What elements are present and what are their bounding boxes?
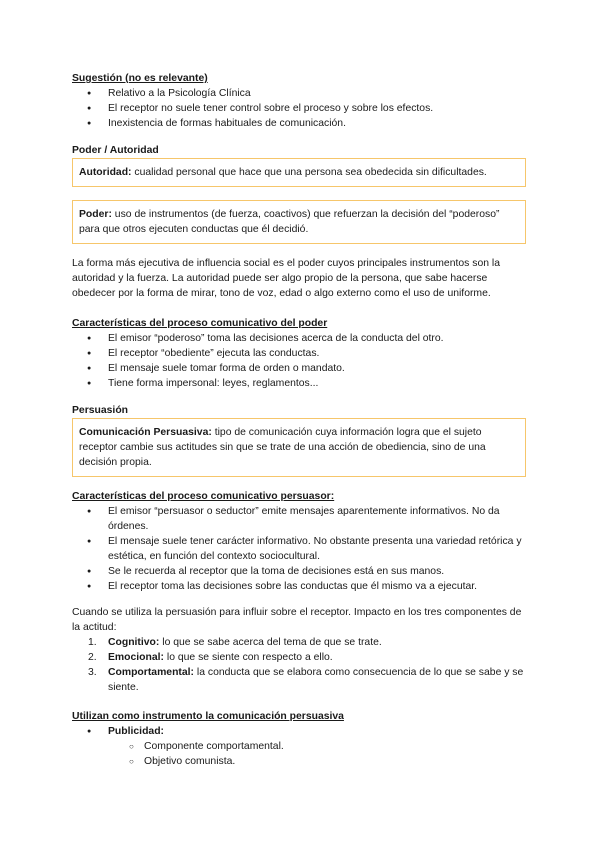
list-item: ● Se le recuerda al receptor que la toma de decisiones está en sus manos.	[72, 564, 528, 579]
instrumento-title: Utilizan como instrumento la comunicación persuasiva	[72, 711, 344, 722]
comportamental-text: la conducta que se elabora como consecuencia de lo que se sabe y se siente.	[108, 667, 524, 693]
publicidad-label: Publicidad:	[108, 726, 164, 737]
persuasion-title: Persuasión	[72, 405, 129, 416]
sugestion-title: Sugestión (no es relevante)	[72, 73, 208, 84]
instrumento-list	[72, 724, 528, 769]
emocional-text: lo que se siente con respecto a ello.	[164, 652, 333, 663]
caract-persuasor-title: Características del proceso comunicativo persuasor:	[72, 491, 335, 502]
cognitivo-text: lo que se sabe acerca del tema de que se trate.	[159, 637, 382, 648]
autoridad-definition: cualidad personal que hace que una persona sea obedecida sin dificultades.	[131, 167, 487, 178]
item-number: 1.	[88, 637, 97, 648]
poder-definition-box	[72, 200, 526, 244]
list-item: ● El mensaje suele tomar forma de orden o mandato.	[72, 361, 528, 376]
section-caract-poder	[72, 316, 528, 391]
item-number: 3.	[88, 667, 97, 678]
autoridad-definition-box	[72, 158, 526, 187]
poder-title: Poder / Autoridad	[72, 145, 159, 156]
list-item: ● Tiene forma impersonal: leyes, reglamentos...	[72, 376, 528, 391]
persuasion-term: Comunicación Persuasiva:	[79, 427, 212, 438]
componentes-intro: Cuando se utiliza la persuasión para influir sobre el receptor. Impacto en los tres componentes de la actitud:	[72, 607, 522, 633]
persuasion-definition: tipo de comunicación cuya información logra que el sujeto receptor cambie sus actitudes sin que se trate de una acción de obediencia, sino de una decisión propia.	[79, 427, 486, 468]
persuasion-definition-box	[72, 418, 526, 477]
list-item: ● El receptor toma las decisiones sobre las conductas que él mismo va a ejecutar.	[72, 579, 528, 594]
list-item	[72, 635, 528, 650]
list-item: ● El emisor “poderoso” toma las decisiones acerca de la conducta del otro.	[72, 331, 528, 346]
list-item: ● Relativo a la Psicología Clínica	[72, 86, 528, 101]
sugestion-list	[72, 86, 528, 131]
sub-list-item: ○ Componente comportamental.	[72, 739, 528, 754]
sub-list-item: ○ Objetivo comunista.	[72, 754, 528, 769]
cognitivo-term: Cognitivo:	[108, 637, 160, 648]
poder-paragraph: La forma más ejecutiva de influencia social es el poder cuyos principales instrumentos son la autoridad y la fuerza. La autoridad puede ser algo propio de la persona, que sabe hacerse obedecer por la forma de mirar, tono de voz, edad o algo externo como el uso de uniforme.	[72, 258, 500, 299]
poder-term: Poder:	[79, 209, 112, 220]
componentes-list	[72, 635, 528, 695]
list-item	[72, 724, 528, 769]
list-item: ● El mensaje suele tener carácter informativo. No obstante presenta una variedad retórica y estética, en función del contexto sociocultural.	[72, 534, 528, 564]
list-item	[72, 665, 528, 695]
caract-poder-title: Características del proceso comunicativo del poder	[72, 318, 328, 329]
comportamental-term: Comportamental:	[108, 667, 195, 678]
list-item: ● El emisor “persuasor o seductor” emite mensajes aparentemente informativos. No da órdenes.	[72, 504, 528, 534]
section-componentes	[72, 605, 528, 695]
list-item: ● El receptor “obediente” ejecuta las conductas.	[72, 346, 528, 361]
section-sugestion	[72, 71, 528, 131]
list-item: ● El receptor no suele tener control sobre el proceso y sobre los efectos.	[72, 101, 528, 116]
poder-definition: uso de instrumentos (de fuerza, coactivos) que refuerzan la decisión del “poderoso” para que otros ejecuten conductas que él decidió.	[79, 209, 500, 235]
emocional-term: Emocional:	[108, 652, 165, 663]
section-caract-persuasor	[72, 489, 528, 594]
list-item: ● Inexistencia de formas habituales de comunicación.	[72, 116, 528, 131]
caract-persuasor-list	[72, 504, 528, 594]
list-item	[72, 650, 528, 665]
autoridad-term: Autoridad:	[79, 167, 132, 178]
section-instrumento	[72, 709, 528, 769]
publicidad-sublist	[72, 739, 528, 769]
item-number: 2.	[88, 652, 97, 663]
caract-poder-list	[72, 331, 528, 391]
